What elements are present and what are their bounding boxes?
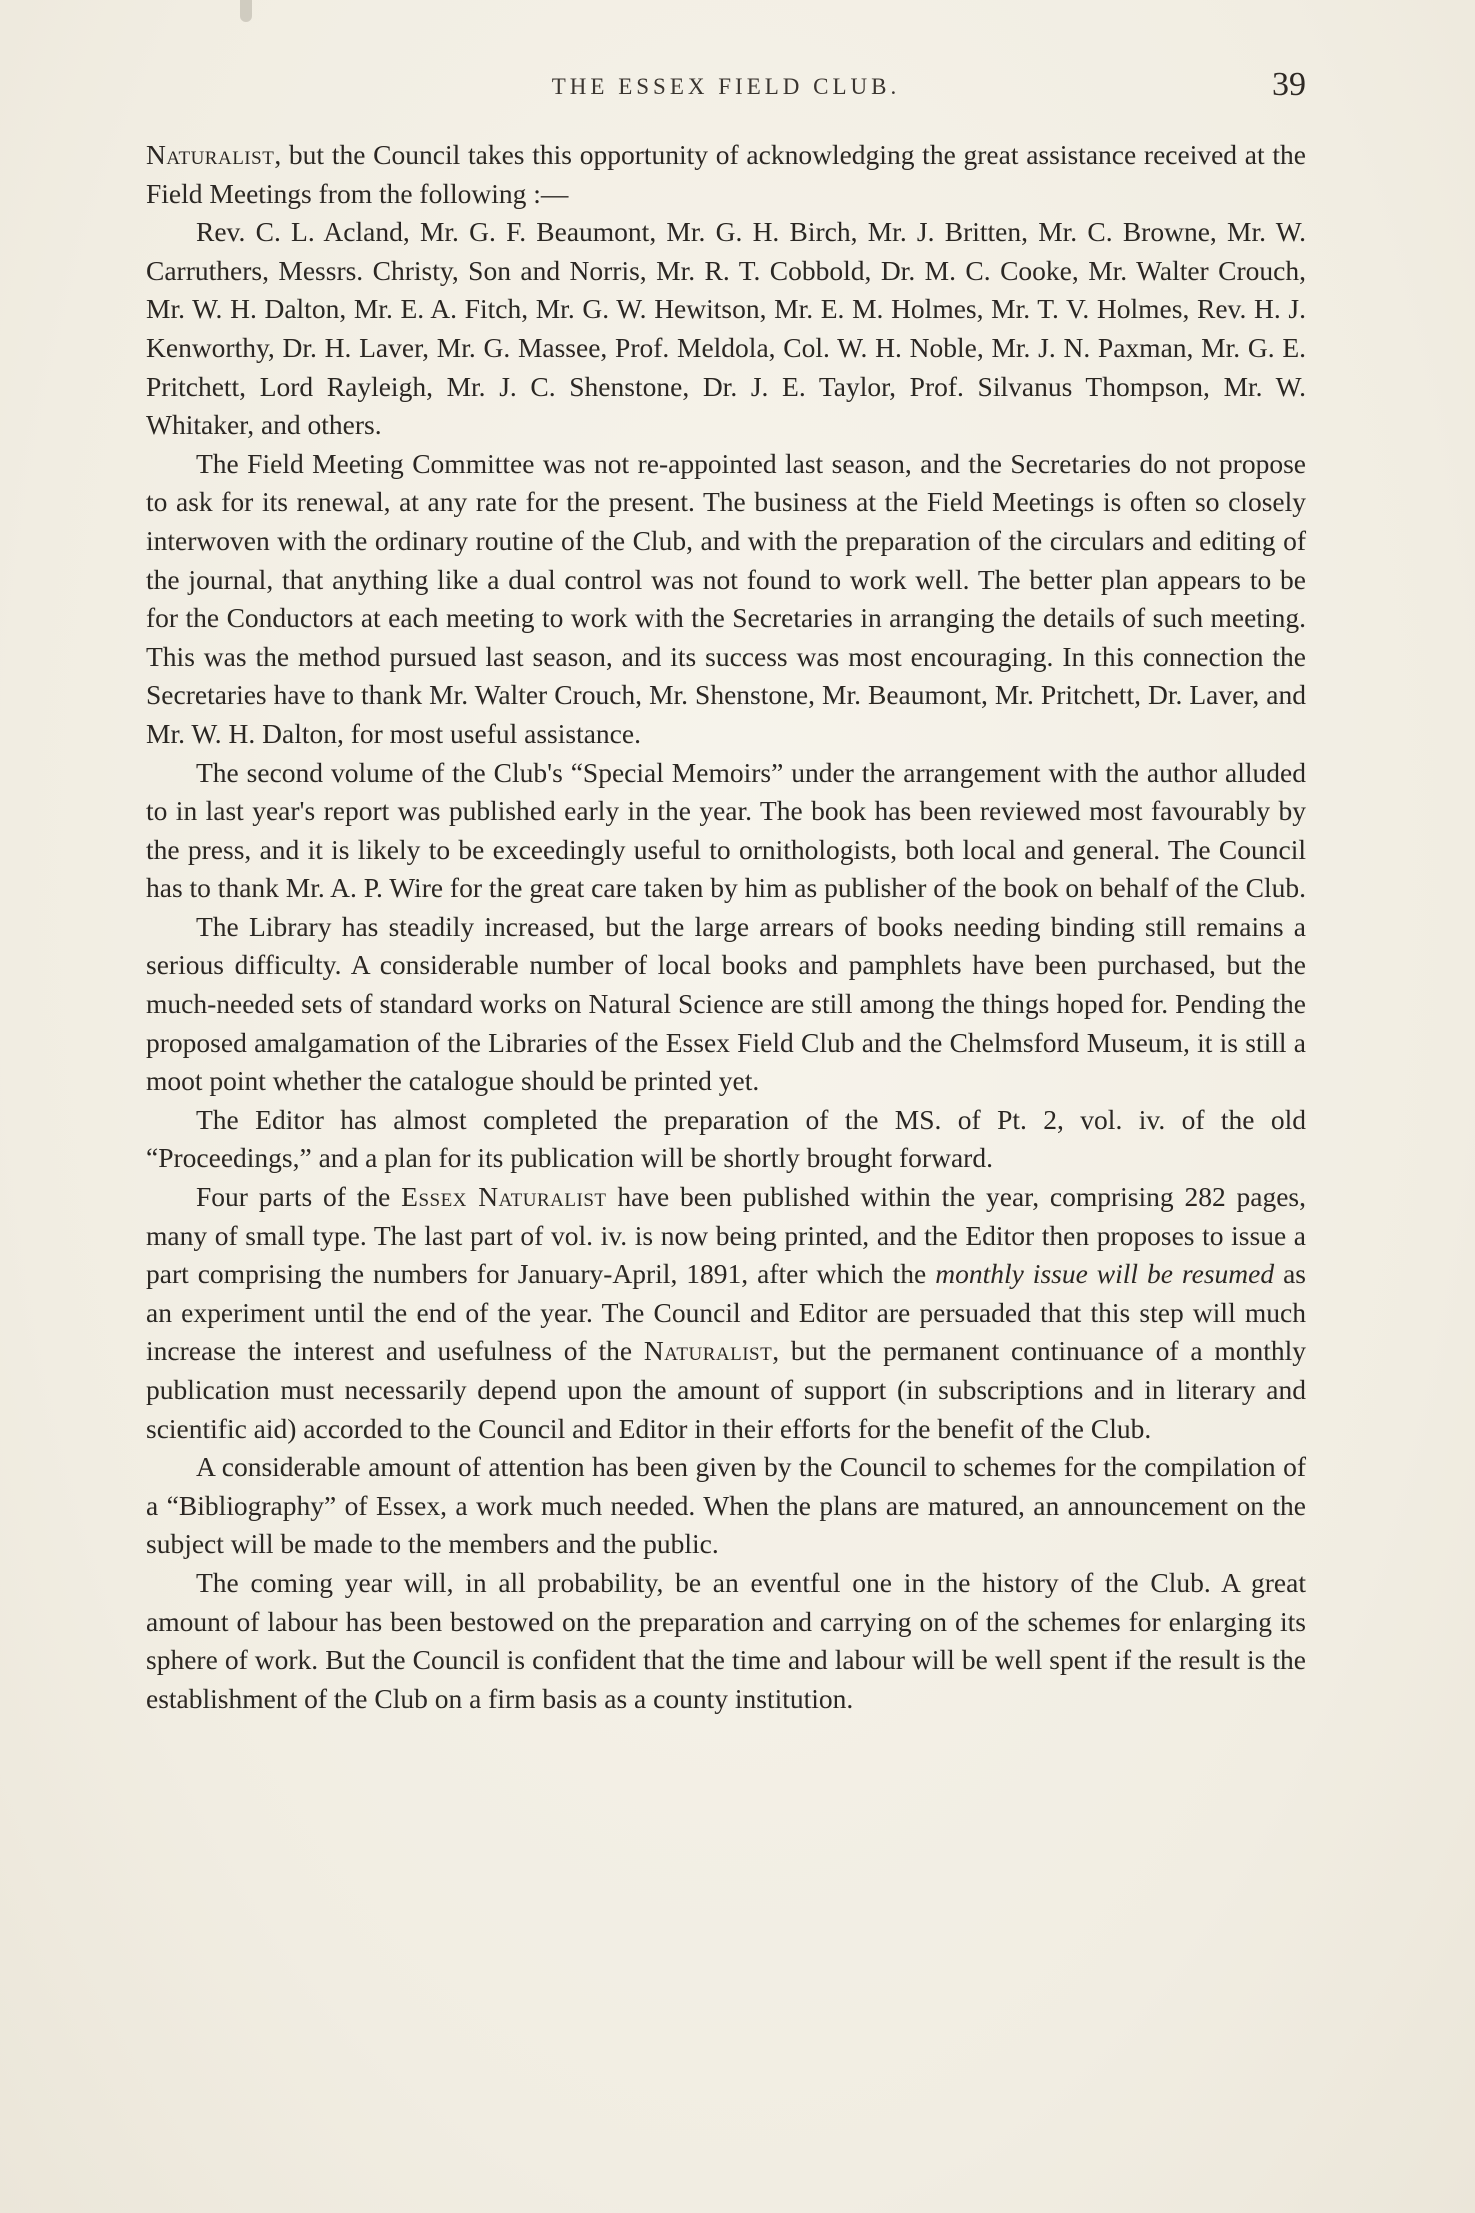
journal-name: Essex Naturalist [401,1181,607,1213]
italic-phrase: monthly issue will be resumed [935,1258,1275,1290]
journal-name: Naturalist [146,139,275,170]
paragraph-3: The Field Meeting Committee was not re-appointed last season, and the Secretaries do not propose to ask for its renewal, at any rate for the present. The business at the Field Meetings is often so closely interwoven with the ordinary routine of the Club, and with the preparation of the circulars and editing of the journal, that anything like a dual control was not found to work well. The better plan appears to be for the Conductors at each meeting to work with the Secretaries in arranging the details of such meeting. This was the method pursued last season, and its success was most encouraging. In this connection the Secretaries have to thank Mr. Walter Crouch, Mr. Shenstone, Mr. Beaumont, Mr. Pritchett, Dr. Laver, and Mr. W. H. Dalton, for most useful assistance. [146,447,1306,749]
running-head: THE ESSEX FIELD CLUB. [551,74,901,99]
paragraph-7-part-b: have been published within the year, comprising 282 pages, many of small type. The last part of vol. iv. is now being printed, and the Editor then proposes to issue a part comprising the numbers for January-April, 1891, after which the [146,1181,1306,1290]
paragraph-5: The Library has steadily increased, but the large arrears of books needing binding still remains a serious difficulty. A considerable number of local books and pamphlets have been purchased, but the much-needed sets of standard works on Natural Science are still among the things hoped for. Pending the proposed amalgamation of the Libraries of the Essex Field Club and the Chelmsford Museum, it is still a moot point whether the catalogue should be printed yet. [146,910,1306,1097]
journal-name: Naturalist [643,1335,773,1367]
paragraph-7-part-c: as an experiment until the end of the year. The Council and Editor are persuaded that this step will much increase the interest and usefulness of the [146,1258,1306,1367]
paragraph-7-part-d: , but the permanent continuance of a monthly publication must necessarily depend upon the amount of support (in subscriptions and in literary and scientific aid) accorded to the Council and Editor in their efforts for the benefit of the Club. [146,1335,1307,1444]
paragraph-9: The coming year will, in all probability, be an eventful one in the history of the Club. A great amount of labour has been bestowed on the preparation and carrying on of the schemes for enlarging its sphere of work. But the Council is confident that the time and labour will be well spent if the result is the establishment of the Club on a firm basis as a county institution. [146,1566,1306,1714]
page-number: 39 [1272,66,1306,103]
paragraph-1-text: , but the Council takes this opportunity of acknowledging the great assistance received at the Field Meetings from the following :— [146,139,1306,209]
paragraph-8: A considerable amount of attention has been given by the Council to schemes for the compilation of a “Bibliography” of Essex, a work much needed. When the plans are matured, an announcement on the subject will be made to the members and the public. [146,1451,1306,1560]
paragraph-6: The Editor has almost completed the preparation of the MS. of Pt. 2, vol. iv. of the old “Proceedings,” and a plan for its publication will be shortly brought forward. [146,1103,1306,1174]
paragraph-2: Rev. C. L. Acland, Mr. G. F. Beaumont, Mr. G. H. Birch, Mr. J. Britten, Mr. C. Browne, Mr. W. Carruthers, Messrs. Christy, Son and Norris, Mr. R. T. Cobbold, Dr. M. C. Cooke, Mr. Walter Crouch, Mr. W. H. Dalton, Mr. E. A. Fitch, Mr. G. W. Hewitson, Mr. E. M. Holmes, Mr. T. V. Holmes, Rev. H. J. Kenworthy, Dr. H. Laver, Mr. G. Massee, Prof. Meldola, Col. W. H. Noble, Mr. J. N. Paxman, Mr. G. E. Pritchett, Lord Rayleigh, Mr. J. C. Shenstone, Dr. J. E. Taylor, Prof. Silvanus Thompson, Mr. W. Whitaker, and others. [146,216,1306,441]
paragraph-7-part-a: Four parts of the [196,1181,402,1213]
page-header [146,66,1306,114]
body-text [146,136,1306,1718]
paragraph-4: The second volume of the Club's “Special Memoirs” under the arrangement with the author alluded to in last year's report was published early in the year. The book has been reviewed most favourably by the press, and it is likely to be exceedingly useful to ornithologists, both local and general. The Council has to thank Mr. A. P. Wire for the great care taken by him as publisher of the book on behalf of the Club. [146,756,1306,904]
print-speck [240,0,252,22]
paragraph-7 [146,1178,1306,1448]
paragraph-1 [146,136,1306,213]
